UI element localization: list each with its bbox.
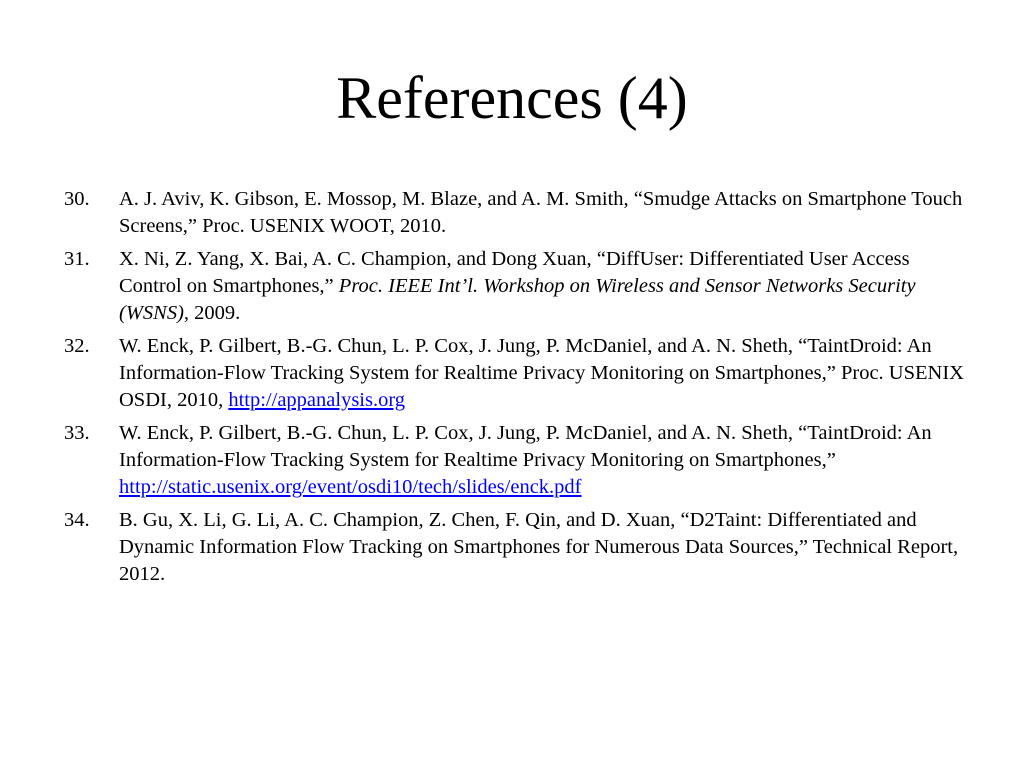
reference-text: B. Gu, X. Li, G. Li, A. C. Champion, Z. Chen, F. Qin, and D. Xuan, “D2Taint: Differentiated and Dynamic Information Flow Tracking on Smartphones for Numerous Data Sources,” Technical Report, 2012. bbox=[119, 509, 959, 585]
reference-text: A. J. Aviv, K. Gibson, E. Mossop, M. Blaze, and A. M. Smith, “Smudge Attacks on Smartphone Touch Screens,” Proc. USENIX WOOT, 2010. bbox=[119, 188, 963, 237]
reference-list bbox=[64, 186, 964, 594]
reference-text-after: , 2009. bbox=[183, 302, 241, 324]
reference-venue-italic: Proc. IEEE Int’l. Workshop on Wireless and Sensor Networks Security (WSNS) bbox=[119, 275, 916, 324]
reference-number: 31. bbox=[64, 248, 90, 270]
reference-text-before: X. Ni, Z. Yang, X. Bai, A. C. Champion, and Dong Xuan, “DiffUser: Differentiated User Access Control on Smartphones,” bbox=[119, 248, 910, 297]
reference-number: 30. bbox=[64, 188, 90, 210]
reference-link-usenix-slides[interactable]: http://static.usenix.org/event/osdi10/tech/slides/enck.pdf bbox=[119, 476, 582, 498]
reference-link-appanalysis[interactable]: http://appanalysis.org bbox=[228, 389, 406, 411]
reference-number: 34. bbox=[64, 509, 90, 531]
reference-text bbox=[119, 422, 932, 498]
slide-title: References (4) bbox=[336, 65, 688, 131]
reference-item-34 bbox=[64, 507, 964, 588]
reference-number: 32. bbox=[64, 335, 90, 357]
reference-text bbox=[119, 335, 964, 411]
reference-text bbox=[119, 248, 916, 324]
reference-item-30 bbox=[64, 186, 964, 240]
reference-item-33 bbox=[64, 420, 964, 501]
reference-item-31 bbox=[64, 246, 964, 327]
reference-number: 33. bbox=[64, 422, 90, 444]
reference-text-before: W. Enck, P. Gilbert, B.-G. Chun, L. P. Cox, J. Jung, P. McDaniel, and A. N. Sheth, “TaintDroid: An Information-Flow Tracking System for Realtime Privacy Monitoring on Smartphones,” Proc. USENIX OSDI, 2010, bbox=[119, 335, 964, 411]
reference-text-before: W. Enck, P. Gilbert, B.-G. Chun, L. P. Cox, J. Jung, P. McDaniel, and A. N. Sheth, “TaintDroid: An Information-Flow Tracking System for Realtime Privacy Monitoring on Smartphones,” bbox=[119, 422, 932, 471]
reference-item-32 bbox=[64, 333, 964, 414]
